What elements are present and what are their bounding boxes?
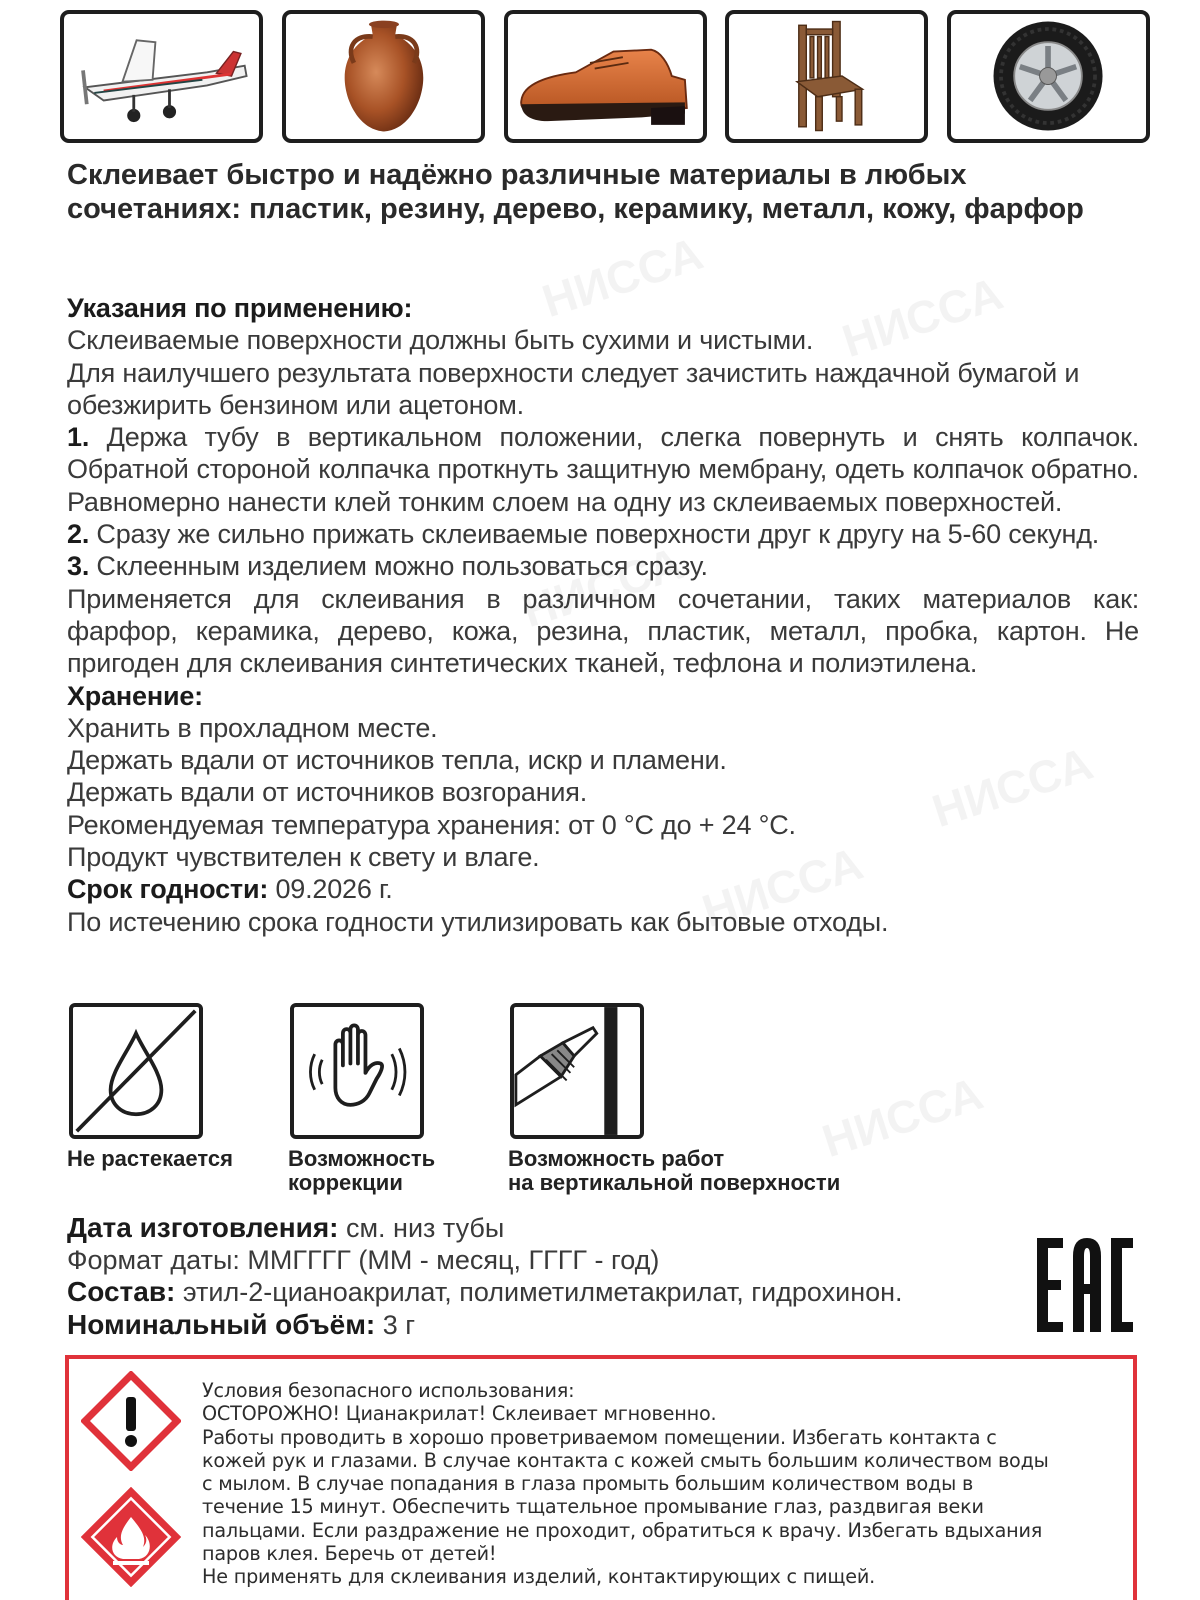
warning-line: пальцами. Если раздражение не проходит, обратиться к врачу. Избегать вдыхания (202, 1518, 1043, 1542)
glue-tube-icon (514, 1007, 640, 1135)
warning-text (202, 1379, 1102, 1589)
warning-line: ОСТОРОЖНО! Цианакрилат! Склеивает мгновенно. (202, 1402, 717, 1426)
tire-icon (951, 14, 1146, 139)
warning-line: Условия безопасного использования: (202, 1379, 575, 1402)
exclamation-hazard-icon (81, 1371, 181, 1471)
safety-warning (65, 1355, 1137, 1600)
shelf-life-value: 09.2026 г. (268, 874, 393, 905)
feature-label: Не растекается (67, 1146, 233, 1171)
chair-image (725, 10, 928, 143)
usage-step-1 (67, 421, 1139, 518)
usage-line-2: Для наилучшего результата поверхности следует зачистить наждачной бумагой и обезжирить бензином или ацетоном. (67, 357, 1080, 420)
vase-icon (286, 14, 481, 139)
feature-vertical (508, 1003, 841, 1195)
application-text: Применяется для склеивания в различном сочетании, таких материалов как: фарфор, керамика, дерево, кожа, резина, пластик, металл, пробка, картон. Не пригоден для склеивания синтетических тканей, тефлона и полиэтилена. (67, 583, 1139, 679)
step-3-number: 3. (67, 551, 90, 582)
storage-line: Хранить в прохладном месте. (67, 712, 438, 743)
no-drip-icon (73, 1007, 199, 1135)
feature-label: Возможность коррекции (288, 1146, 436, 1195)
shoe-image (504, 10, 707, 143)
warning-line: с мылом. В случае попадания в глаза промыть большим количеством воды в (202, 1472, 974, 1496)
manufacture-label: Дата изготовления: (67, 1212, 339, 1243)
composition-label: Состав: (67, 1276, 176, 1307)
feature-no-drip (67, 1003, 233, 1171)
step-1-number: 1. (67, 422, 90, 453)
usage-step-2 (67, 518, 1139, 550)
volume (67, 1309, 1047, 1342)
feature-label: Возможность работ на вертикальной поверхности (508, 1146, 841, 1195)
airplane-icon (64, 14, 259, 139)
step-3-text: Склеенным изделием можно пользоваться сразу. (89, 551, 708, 582)
flame-hazard-icon (81, 1487, 181, 1587)
shelf-life (67, 873, 1139, 905)
warning-line: Не применять для склеивания изделий, контактирующих с пищей. (202, 1565, 876, 1589)
intro-text: Склеивает быстро и надёжно различные материалы в любых сочетаниях: пластик, резину, дерево, керамику, металл, кожу, фарфор (67, 159, 1084, 225)
volume-label: Номинальный объём: (67, 1308, 376, 1340)
feature-correction (288, 1003, 436, 1195)
storage-line: Рекомендуемая температура хранения: от 0 °С до + 24 °С. (67, 809, 796, 840)
vase-image (282, 10, 485, 143)
hand-icon (294, 1007, 420, 1135)
step-1-text: Держа тубу в вертикальном положении, слегка повернуть и снять колпачок. Обратной стороной колпачка проткнуть защитную мембрану, одеть колпачок обратно. Равномерно нанести клей тонким слоем на одну из склеиваемых поверхностей. (67, 422, 1139, 517)
product-info (67, 1212, 1047, 1341)
composition (67, 1276, 1047, 1309)
eac-mark (1035, 1236, 1135, 1334)
chair-icon (729, 14, 924, 139)
eac-logo-icon (1035, 1236, 1135, 1334)
step-2-text: Сразу же сильно прижать склеиваемые поверхности друг к другу на 5-60 секунд. (89, 519, 1100, 550)
airplane-image (60, 10, 263, 143)
warning-line: паров клея. Беречь от детей! (202, 1542, 497, 1566)
usage-line-1: Склеиваемые поверхности должны быть сухими и чистыми. (67, 325, 814, 356)
instructions (67, 292, 1139, 938)
warning-line: кожей рук и глазами. В случае контакта с кожей смыть большим количеством воды (202, 1448, 1049, 1472)
warning-line: Работы проводить в хорошо проветриваемом помещении. Избегать контакта с (202, 1425, 997, 1449)
usage-step-3 (67, 550, 1139, 582)
volume-value: 3 г (375, 1309, 416, 1340)
shoe-icon (508, 14, 703, 139)
date-format: Формат даты: ММГГГГ (ММ - месяц, ГГГГ - год) (67, 1244, 660, 1275)
warning-line: течение 15 минут. Обеспечить тщательное промывание глаз, раздвигая веки (202, 1495, 984, 1519)
material-images (60, 10, 1150, 146)
manufacture-date (67, 1212, 1047, 1245)
disposal-text: По истечению срока годности утилизировать как бытовые отходы. (67, 906, 889, 937)
storage-line: Держать вдали от источников возгорания. (67, 777, 588, 808)
step-2-number: 2. (67, 519, 90, 550)
storage-line: Держать вдали от источников тепла, искр и пламени. (67, 745, 727, 776)
storage-heading: Хранение: (67, 680, 203, 711)
watermark (816, 1066, 989, 1168)
manufacture-value: см. низ тубы (338, 1213, 505, 1243)
composition-value: этил-2-цианоакрилат, полиметилметакрилат, гидрохинон. (175, 1277, 903, 1307)
storage-line: Продукт чувствителен к свету и влаге. (67, 842, 540, 873)
shelf-life-label: Срок годности: (67, 874, 269, 905)
usage-heading: Указания по применению: (67, 293, 413, 323)
tire-image (947, 10, 1150, 143)
